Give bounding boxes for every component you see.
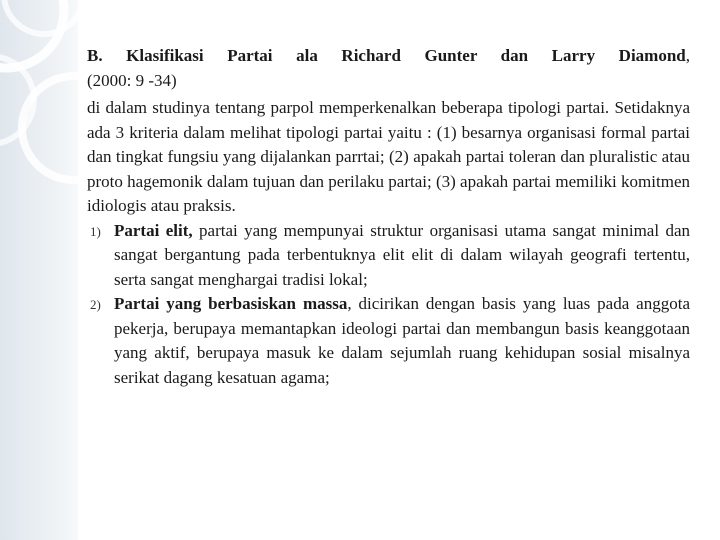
heading-citation: (2000: 9 -34) bbox=[87, 70, 177, 90]
heading-title: B. Klasifikasi Partai ala Richard Gunter dan Larry Diamond bbox=[87, 46, 686, 65]
heading-punctuation: , bbox=[685, 46, 690, 65]
decorative-side-band bbox=[0, 0, 78, 540]
list-term: Partai elit, bbox=[114, 220, 193, 240]
intro-paragraph: di dalam studinya tentang parpol memperkenalkan beberapa tipologi partai. Setidaknya ada 3 kriteria dalam melihat tipologi partai yaitu : (1) besarnya organisasi formal partai dan tingkat fungsiu yang dijalankan parrtai; (2) apakah partai toleran dan pluralistic atau proto hagemonik dalam tujuan dan perilaku partai; (3) apakah partai memiliki komitmen idiologis atau praksis. bbox=[87, 98, 690, 215]
list-number: 2) bbox=[90, 297, 101, 312]
section-heading bbox=[87, 44, 690, 69]
decorative-circles-graphic bbox=[0, 0, 78, 540]
list-term: Partai yang berbasiskan massa bbox=[114, 294, 348, 313]
list-description: partai yang mempunyai struktur organisasi utama sangat minimal dan sangat bergantung pada terbentuknya elit elit di dalam wilayah geografi tertentu, serta sangat menghargai tradisi lokal; bbox=[114, 220, 691, 289]
list-item bbox=[87, 292, 690, 390]
document-body bbox=[87, 44, 690, 390]
list-item bbox=[87, 219, 690, 293]
list-description: , dicirikan dengan basis yang luas pada anggota pekerja, berupaya memantapkan ideologi partai dan membangun basis keanggotaan yang aktif, berupaya masuk ke dalam sejumlah ruang kehidupan sosial misalnya serikat dagang kesatuan agama; bbox=[114, 294, 690, 387]
list-number: 1) bbox=[90, 223, 101, 239]
typology-list bbox=[87, 219, 690, 391]
